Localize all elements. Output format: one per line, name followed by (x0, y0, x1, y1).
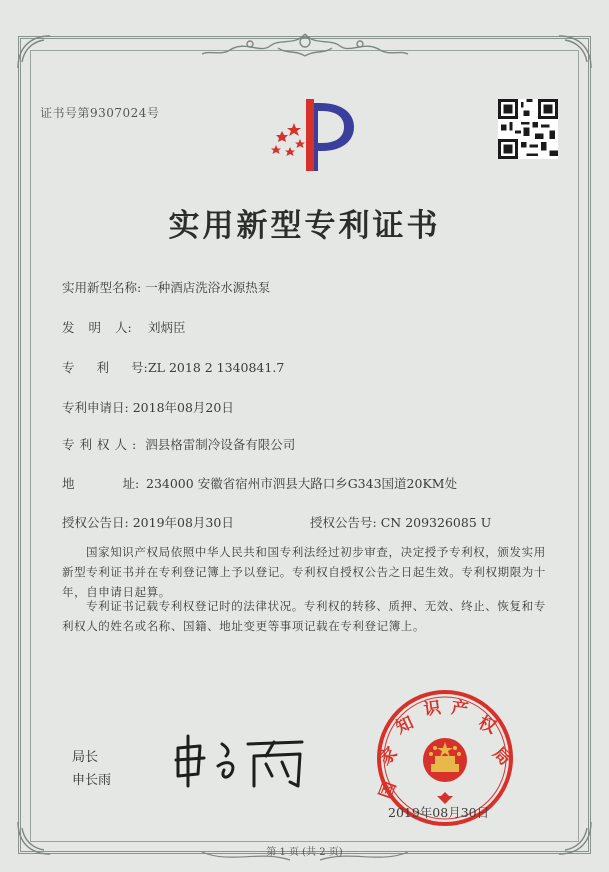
handwritten-signature (170, 730, 320, 790)
certificate-title: 实用新型专利证书 (168, 208, 441, 244)
svg-text:知: 知 (392, 712, 417, 739)
address-label: 地 址: (62, 476, 140, 491)
svg-text:权: 权 (475, 712, 500, 739)
top-ornament (200, 28, 410, 62)
signatory-name: 申长雨 (72, 773, 112, 788)
patent-no-row (62, 358, 284, 376)
svg-text:识: 识 (422, 697, 443, 721)
grant-date-label: 授权公告日: (62, 515, 129, 530)
grant-no-value: CN 209326085 U (380, 515, 492, 530)
utility-model-name-row (62, 278, 270, 296)
qr-code-icon (498, 98, 558, 160)
inventor-value: 刘炳臣 (148, 320, 186, 335)
grant-date-value: 2019年08月30日 (132, 515, 234, 530)
seal-date: 2019年08月30日 (388, 805, 490, 820)
patentee-label: 专利权人: (62, 437, 142, 452)
corner-ornament-tr (555, 32, 595, 72)
filing-date-row (62, 398, 234, 416)
patentee-row (62, 435, 295, 453)
signatory-title: 局长 (72, 750, 99, 765)
grant-no-label: 授权公告号: (310, 515, 377, 530)
inventor-label: 发 明 人: (62, 320, 132, 335)
patent-no-label: 专 利 号: (62, 360, 148, 375)
filing-date-value: 2018年08月20日 (132, 400, 234, 415)
certificate-number: 证书号第9307024号 (40, 106, 160, 120)
patent-logo-icon (262, 95, 362, 175)
inventor-row (62, 318, 186, 336)
svg-text:国: 国 (375, 778, 401, 802)
svg-text:局: 局 (488, 743, 515, 770)
address-value: 234000 安徽省宿州市泗县大路口乡G343国道20KM处 (146, 476, 458, 491)
grant-no-row (310, 513, 491, 531)
filing-date-label: 专利申请日: (62, 400, 129, 415)
svg-text:产: 产 (449, 697, 470, 721)
utility-model-name-label: 实用新型名称: (62, 280, 142, 295)
corner-ornament-tl (14, 32, 54, 72)
address-row (62, 474, 457, 492)
grant-date-row (62, 513, 234, 531)
statement-paragraph-2: 专利证书记载专利权登记时的法律状况。专利权的转移、质押、无效、终止、恢复和专利权人的姓名或名称、国籍、地址变更等事项记载在专利登记簿上。 (62, 599, 546, 633)
page-footer: 第 1 页 (共 2 页) (266, 847, 343, 858)
svg-text:家: 家 (375, 743, 402, 770)
statement-paragraph-1: 国家知识产权局依照中华人民共和国专利法经过初步审查，决定授予专利权，颁发实用新型专利证书并在专利登记簿上予以登记。专利权自授权公告之日起生效。专利权期限为十年，自申请日起算。 (62, 545, 546, 599)
patent-no-value: ZL 2018 2 1340841.7 (148, 360, 285, 375)
utility-model-name-value: 一种酒店洗浴水源热泵 (145, 280, 271, 295)
patentee-value: 泗县格雷制冷设备有限公司 (145, 437, 296, 452)
national-emblem-icon (423, 738, 467, 782)
